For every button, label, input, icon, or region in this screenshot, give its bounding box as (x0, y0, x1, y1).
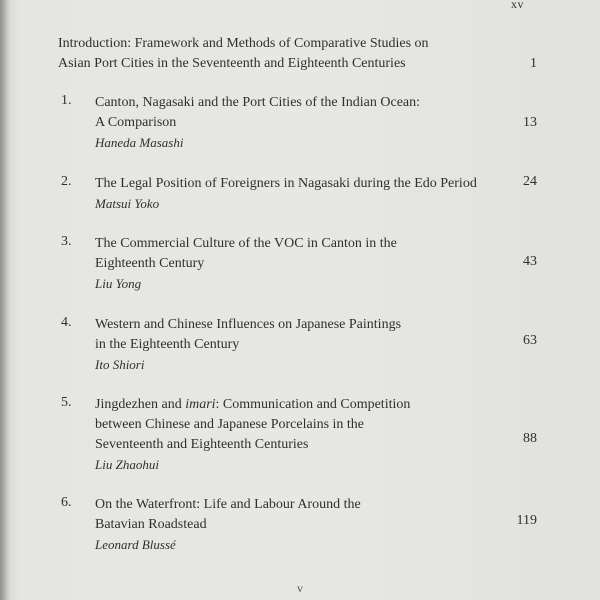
entry-title (95, 174, 535, 213)
gutter-shadow (0, 0, 10, 600)
toc-entry-chapter-6 (58, 495, 538, 555)
title-line: Canton, Nagasaki and the Port Cities of the Indian Ocean: (95, 95, 421, 110)
title-line: Batavian Roadstead (95, 517, 207, 532)
entry-title (58, 34, 488, 74)
page-number: 1 (530, 56, 537, 71)
entry-title (95, 395, 505, 474)
chapter-number: 2. (61, 174, 72, 189)
title-line: Eighteenth Century (95, 256, 205, 271)
title-text: Jingdezhen and (95, 397, 186, 412)
title-line: A Comparison (95, 115, 177, 130)
title-line (95, 395, 505, 415)
entry-title (95, 495, 505, 554)
chapter-number: 4. (61, 315, 72, 330)
author: Matsui Yoko (95, 196, 160, 211)
entry-title (95, 315, 505, 374)
folio: v (297, 581, 303, 595)
toc-entry-chapter-4 (58, 315, 538, 375)
page-number: 88 (523, 431, 537, 446)
chapter-number: 1. (61, 93, 72, 108)
toc-entry-chapter-3 (58, 234, 538, 294)
chapter-number: 3. (61, 234, 72, 249)
title-line: Western and Chinese Influences on Japanese Paintings (95, 317, 402, 332)
page-number: 119 (516, 513, 537, 528)
entry-title (95, 93, 505, 152)
title-text: : Communication and Competition (215, 397, 411, 412)
toc-entry-chapter-1 (58, 93, 538, 153)
title-italic-term: imari (185, 397, 216, 412)
title-line: in the Eighteenth Century (95, 337, 240, 352)
title-line: Introduction: Framework and Methods of Comparative Studies on (58, 36, 429, 51)
author: Ito Shiori (95, 357, 145, 372)
title-line: On the Waterfront: Life and Labour Around the (95, 497, 361, 512)
author: Liu Zhaohui (95, 457, 159, 472)
page-number: 13 (523, 115, 537, 130)
author: Leonard Blussé (95, 537, 176, 552)
toc-entry-introduction (58, 34, 538, 78)
toc-entry-chapter-5 (58, 395, 538, 475)
chapter-number: 6. (61, 495, 72, 510)
page-number: 63 (523, 333, 537, 348)
title-line: The Commercial Culture of the VOC in Canton in the (95, 236, 397, 251)
title-line: The Legal Position of Foreigners in Nagasaki during the Edo Period (95, 176, 477, 191)
title-line: Asian Port Cities in the Seventeenth and Eighteenth Centuries (58, 56, 406, 71)
author: Liu Yong (95, 276, 142, 291)
toc-entry-chapter-2 (58, 174, 538, 214)
page-number: 43 (523, 254, 537, 269)
title-line: between Chinese and Japanese Porcelains in the (95, 417, 365, 432)
author: Haneda Masashi (95, 135, 184, 150)
chapter-number: 5. (61, 395, 72, 410)
title-line: Seventeenth and Eighteenth Centuries (95, 437, 309, 452)
running-page-number: xv (511, 0, 524, 11)
entry-title (95, 234, 505, 293)
page-number: 24 (523, 174, 537, 189)
